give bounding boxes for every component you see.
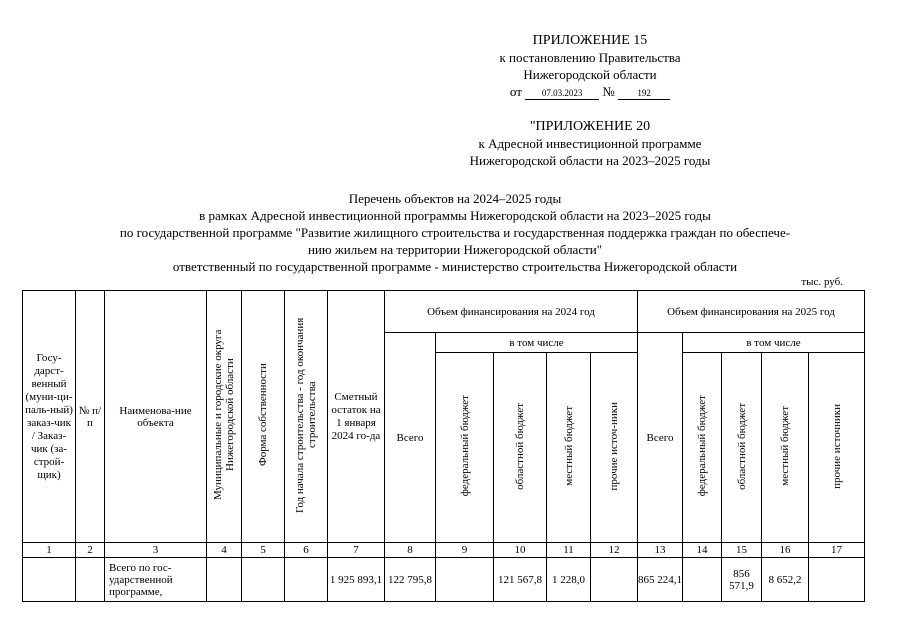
- header-ownership-cell: [242, 291, 285, 543]
- cell-municipality: [207, 558, 242, 602]
- header-federal-2025-cell: [683, 353, 722, 543]
- number-sign: №: [602, 84, 615, 99]
- header-local-2025-cell: [762, 353, 809, 543]
- appendix-15-block: [470, 32, 710, 100]
- cell-local-2024: 1 228,0: [547, 558, 591, 602]
- column-number: 3: [105, 543, 207, 558]
- table-row: [23, 558, 865, 602]
- header-regional-2025: областной бюджет: [735, 402, 748, 490]
- header-years-cell: [285, 291, 328, 543]
- header-other-2025: прочие источники: [830, 403, 843, 489]
- appendix-20-line1: к Адресной инвестиционной программе: [478, 136, 702, 151]
- column-number: 5: [242, 543, 285, 558]
- column-number: 9: [436, 543, 494, 558]
- appendix-15-line2: Нижегородской области: [523, 67, 657, 82]
- header-years: Год начала строительства - год окончания строительства: [294, 317, 318, 513]
- cell-federal-2024: [436, 558, 494, 602]
- header-local-2024-cell: [547, 353, 591, 543]
- from-label: от: [509, 84, 522, 99]
- header-remainder: Сметный остаток на 1 января 2024 го-да: [328, 291, 385, 543]
- decree-date: 07.03.2023: [525, 87, 599, 100]
- header-other-2024: прочие источ-ники: [608, 401, 620, 491]
- column-number: 4: [207, 543, 242, 558]
- appendix-20-title: "ПРИЛОЖЕНИЕ 20: [529, 119, 651, 134]
- list-title-line5: ответственный по государственной программе - министерство строительства Нижегородской области: [172, 259, 738, 274]
- cell-other-2024: [591, 558, 638, 602]
- header-other-2025-cell: [809, 353, 865, 543]
- column-number: 1: [23, 543, 76, 558]
- list-title-block: [60, 190, 850, 275]
- header-row-1: [23, 291, 865, 333]
- cell-local-2025: 8 652,2: [762, 558, 809, 602]
- header-regional-2024-cell: [494, 353, 547, 543]
- decree-number: 192: [618, 87, 670, 100]
- header-total-2024: Всего: [385, 333, 436, 543]
- column-numbers-row: [23, 543, 865, 558]
- column-number: 16: [762, 543, 809, 558]
- objects-table: [22, 290, 865, 602]
- header-federal-2024-cell: [436, 353, 494, 543]
- header-local-2024: местный бюджет: [562, 406, 575, 486]
- header-number: № п/п: [76, 291, 105, 543]
- header-name: Наименова-ние объекта: [105, 291, 207, 543]
- units-label: тыс. руб.: [801, 276, 843, 288]
- header-federal-2025: федеральный бюджет: [696, 395, 708, 497]
- cell-other-2025: [809, 558, 865, 602]
- cell-customer: [23, 558, 76, 602]
- header-municipality: Муниципальные и городские округа Нижегородской области: [212, 329, 236, 501]
- list-title-line1: Перечень объектов на 2024–2025 годы: [348, 191, 562, 206]
- header-ownership: Форма собственности: [257, 363, 269, 467]
- cell-remainder: 1 925 893,1: [328, 558, 385, 602]
- cell-years: [285, 558, 328, 602]
- header-regional-2025-cell: [722, 353, 762, 543]
- header-municipality-cell: [207, 291, 242, 543]
- header-customer: Госу-дарст-венный (муни-ци-паль-ный) заказ-чик / Заказ-чик (за-строй-щик): [23, 291, 76, 543]
- header-regional-2024: областной бюджет: [514, 402, 526, 490]
- header-federal-2024: федеральный бюджет: [458, 395, 471, 497]
- column-number: 13: [638, 543, 683, 558]
- header-local-2025: местный бюджет: [779, 406, 791, 486]
- header-total-2025: Всего: [638, 333, 683, 543]
- appendix-15-line1: к постановлению Правительства: [499, 50, 681, 65]
- cell-total-2024: 122 795,8: [385, 558, 436, 602]
- cell-regional-2025: 856 571,9: [722, 558, 762, 602]
- column-number: 12: [591, 543, 638, 558]
- list-title-line3: по государственной программе "Развитие жилищного строительства и государственная поддержка граждан по обеспече-: [119, 225, 791, 240]
- cell-federal-2025: [683, 558, 722, 602]
- cell-regional-2024: 121 567,8: [494, 558, 547, 602]
- list-title-line2: в рамках Адресной инвестиционной программы Нижегородской области на 2023–2025 годы: [199, 208, 711, 223]
- header-including-2024: в том числе: [436, 333, 638, 353]
- column-number: 8: [385, 543, 436, 558]
- column-number: 17: [809, 543, 865, 558]
- cell-ownership: [242, 558, 285, 602]
- appendix-15-title: ПРИЛОЖЕНИЕ 15: [532, 33, 648, 48]
- list-title-line4: нию жильем на территории Нижегородской области": [307, 242, 603, 257]
- cell-object-name: Всего по гос-ударственной программе,: [105, 558, 207, 602]
- column-number: 14: [683, 543, 722, 558]
- column-number: 7: [328, 543, 385, 558]
- column-number: 6: [285, 543, 328, 558]
- cell-number: [76, 558, 105, 602]
- appendix-20-line2: Нижегородской области на 2023–2025 годы: [469, 153, 711, 168]
- header-other-2024-cell: [591, 353, 638, 543]
- header-fin-2025: Объем финансирования на 2025 год: [638, 291, 865, 333]
- column-number: 10: [494, 543, 547, 558]
- column-number: 11: [547, 543, 591, 558]
- column-number: 2: [76, 543, 105, 558]
- appendix-20-block: [430, 118, 750, 169]
- column-number: 15: [722, 543, 762, 558]
- appendix-15-date-line: [510, 83, 670, 100]
- cell-total-2025: 865 224,1: [638, 558, 683, 602]
- header-fin-2024: Объем финансирования на 2024 год: [385, 291, 638, 333]
- header-including-2025: в том числе: [683, 333, 865, 353]
